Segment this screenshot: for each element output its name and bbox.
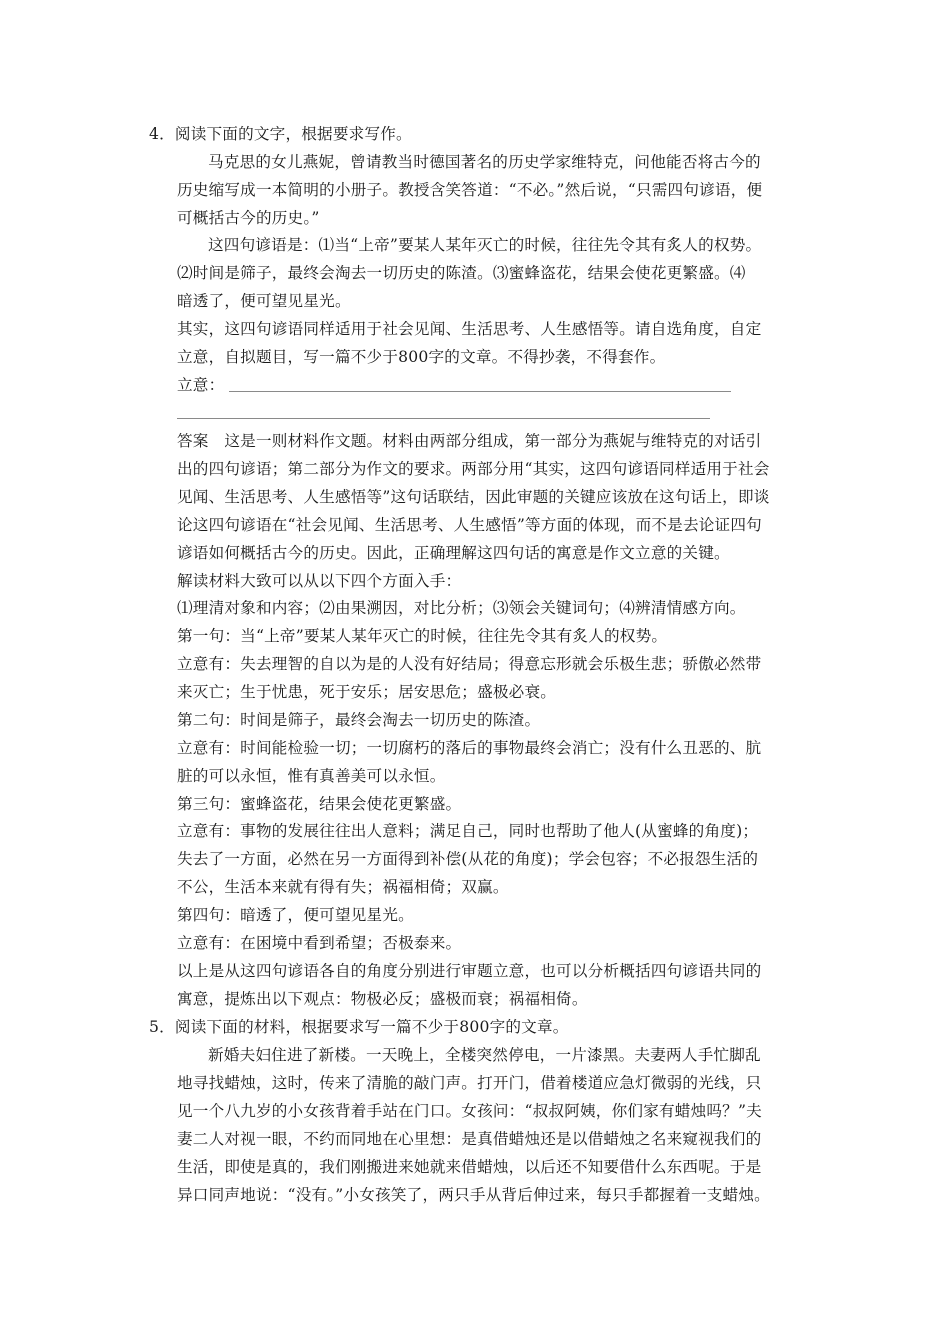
answer-line: ⑴理清对象和内容；⑵由果溯因，对比分析；⑶领会关键词句；⑷辨清情感方向。 <box>177 599 746 617</box>
question-5-heading: 5．阅读下面的材料，根据要求写一篇不少于800字的文章。 <box>149 1018 569 1036</box>
answer-line: 出的四句谚语；第二部分为作文的要求。两部分用“其实，这四句谚语同样适用于社会 <box>177 460 770 478</box>
q4-material-line: 可概括古今的历史。” <box>177 209 320 227</box>
answer-line: 第三句：蜜蜂盗花，结果会使花更繁盛。 <box>177 795 462 813</box>
answer-line: 不公，生活本来就有得有失；祸福相倚；双赢。 <box>177 878 509 896</box>
answer-line: 立意有：时间能检验一切；一切腐朽的落后的事物最终会消亡；没有什么丑恶的、肮 <box>177 739 762 757</box>
liyi-label: 立意： <box>177 376 225 394</box>
question-4-heading: 4．阅读下面的文字，根据要求写作。 <box>149 125 412 143</box>
answer-line: 解读材料大致可以从以下四个方面入手： <box>177 572 462 590</box>
answer-line: 第一句：当“上帝”要某人某年灭亡的时候，往往先令其有炙人的权势。 <box>177 627 668 645</box>
q4-material-line: 暗透了，便可望见星光。 <box>177 292 351 310</box>
q5-material-line: 妻二人对视一眼，不约而同地在心里想：是真借蜡烛还是以借蜡烛之名来窥视我们的 <box>177 1130 762 1148</box>
answer-line: 立意有：事物的发展往往出人意料；满足自己，同时也帮助了他人(从蜜蜂的角度)； <box>177 822 759 840</box>
answer-line: 来灭亡；生于忧患，死于安乐；居安思危；盛极必衰。 <box>177 683 557 701</box>
q5-material-line: 异口同声地说：“没有。”小女孩笑了，两只手从背后伸过来，每只手都握着一支蜡烛。 <box>177 1186 770 1204</box>
q5-material-line: 新婚夫妇住进了新楼。一天晚上，全楼突然停电，一片漆黑。夫妻两人手忙脚乱 <box>208 1046 761 1064</box>
answer-line: 第二句：时间是筛子，最终会淘去一切历史的陈渣。 <box>177 711 541 729</box>
answer-line: 失去了一方面，必然在另一方面得到补偿(从花的角度)；学会包容；不必报怨生活的 <box>177 850 759 868</box>
liyi-answer-line <box>229 391 731 392</box>
answer-line: 以上是从这四句谚语各自的角度分别进行审题立意，也可以分析概括四句谚语共同的 <box>177 962 762 980</box>
answer-line: 见闻、生活思考、人生感悟等”这句话联结，因此审题的关键应该放在这句话上，即谈 <box>177 488 770 506</box>
q5-material-line: 地寻找蜡烛，这时，传来了清脆的敲门声。打开门，借着楼道应急灯微弱的光线，只 <box>177 1074 762 1092</box>
q4-material-line: 历史缩写成一本简明的小册子。教授含笑答道：“不必。”然后说，“只需四句谚语，便 <box>177 181 763 199</box>
q5-material-line: 生活，即使是真的，我们刚搬进来她就来借蜡烛，以后还不知要借什么东西呢。于是 <box>177 1158 762 1176</box>
liyi-answer-line-2 <box>177 418 710 419</box>
answer-line: 论这四句谚语在“社会见闻、生活思考、人生感悟”等方面的体现，而不是去论证四句 <box>177 516 762 534</box>
q5-material-line: 见一个八九岁的小女孩背着手站在门口。女孩问：“叔叔阿姨，你们家有蜡烛吗？”夫 <box>177 1102 762 1120</box>
answer-line: 第四句：暗透了，便可望见星光。 <box>177 906 414 924</box>
answer-line: 脏的可以永恒，惟有真善美可以永恒。 <box>177 767 446 785</box>
answer-line: 立意有：在困境中看到希望；否极泰来。 <box>177 934 462 952</box>
q4-requirement-line: 其实，这四句谚语同样适用于社会见闻、生活思考、人生感悟等。请自选角度，自定 <box>177 320 762 338</box>
q4-material-line: 这四句谚语是：⑴当“上帝”要某人某年灭亡的时候，往往先令其有炙人的权势。 <box>208 236 762 254</box>
q4-material-line: ⑵时间是筛子，最终会淘去一切历史的陈渣。⑶蜜蜂盗花，结果会使花更繁盛。⑷ <box>177 264 746 282</box>
answer-line: 立意有：失去理智的自以为是的人没有好结局；得意忘形就会乐极生悲；骄傲必然带 <box>177 655 762 673</box>
answer-line: 答案 这是一则材料作文题。材料由两部分组成，第一部分为燕妮与维特克的对话引 <box>177 432 762 450</box>
q4-material-line: 马克思的女儿燕妮，曾请教当时德国著名的历史学家维特克，问他能否将古今的 <box>208 153 761 171</box>
answer-line: 寓意，提炼出以下观点：物极必反；盛极而衰；祸福相倚。 <box>177 990 588 1008</box>
answer-line: 谚语如何概括古今的历史。因此，正确理解这四句话的寓意是作文立意的关键。 <box>177 544 730 562</box>
q4-requirement-line: 立意，自拟题目，写一篇不少于800字的文章。不得抄袭，不得套作。 <box>177 348 666 366</box>
